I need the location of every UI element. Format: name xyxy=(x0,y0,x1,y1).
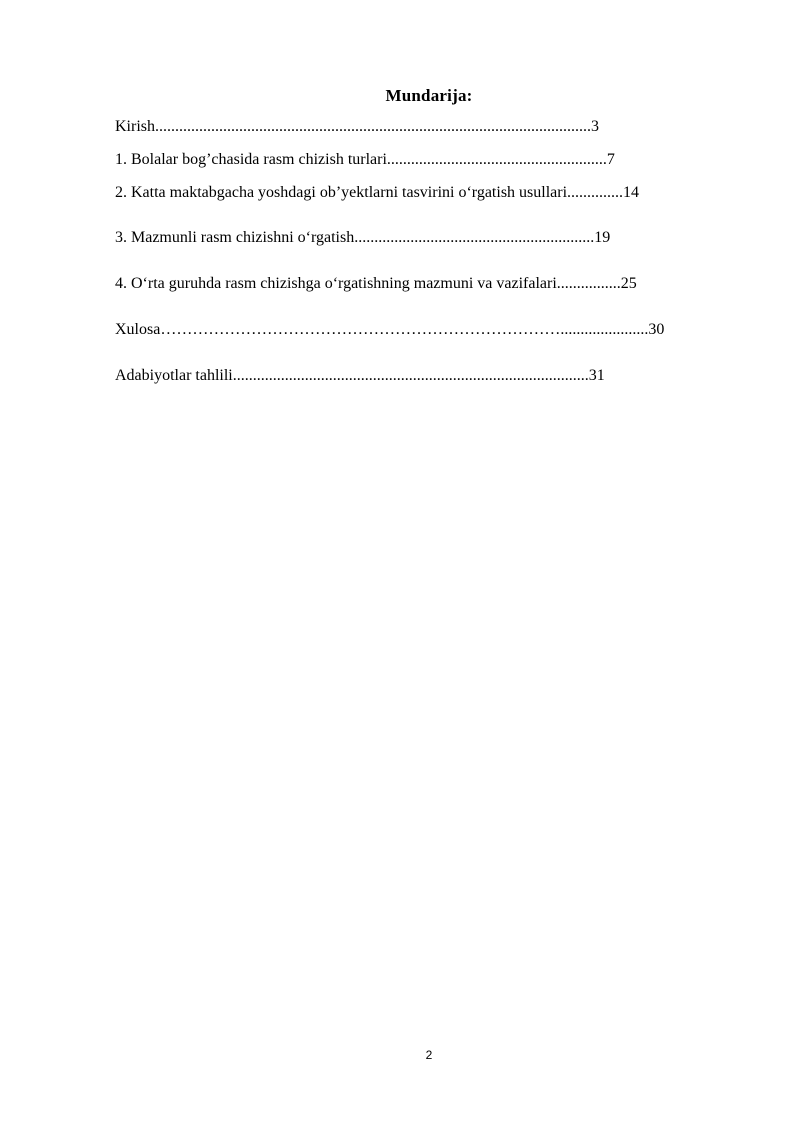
toc-entry-chapter-2: 2. Katta maktabgacha yoshdagi ob’yektlarni tasvirini o‘rgatish usullari..............14 xyxy=(115,184,640,201)
toc-entry-chapter-4: 4. O‘rta guruhda rasm chizishga o‘rgatishning mazmuni va vazifalari................25 xyxy=(115,275,637,292)
toc-entry-references: Adabiyotlar tahlili.........................................................................................31 xyxy=(115,367,605,384)
toc-entry-chapter-3: 3. Mazmunli rasm chizishni o‘rgatish............................................................19 xyxy=(115,229,611,246)
toc-entry-conclusion: Xulosa…………………………………………………………………......................30 xyxy=(115,321,665,338)
toc-entry-chapter-1: 1. Bolalar bog’chasida rasm chizish turlari.......................................................7 xyxy=(115,151,615,168)
toc-entry-introduction: Kirish.............................................................................................................3 xyxy=(115,118,599,135)
page-number: 2 xyxy=(425,1048,433,1062)
toc-title: Mundarija: xyxy=(385,86,473,105)
